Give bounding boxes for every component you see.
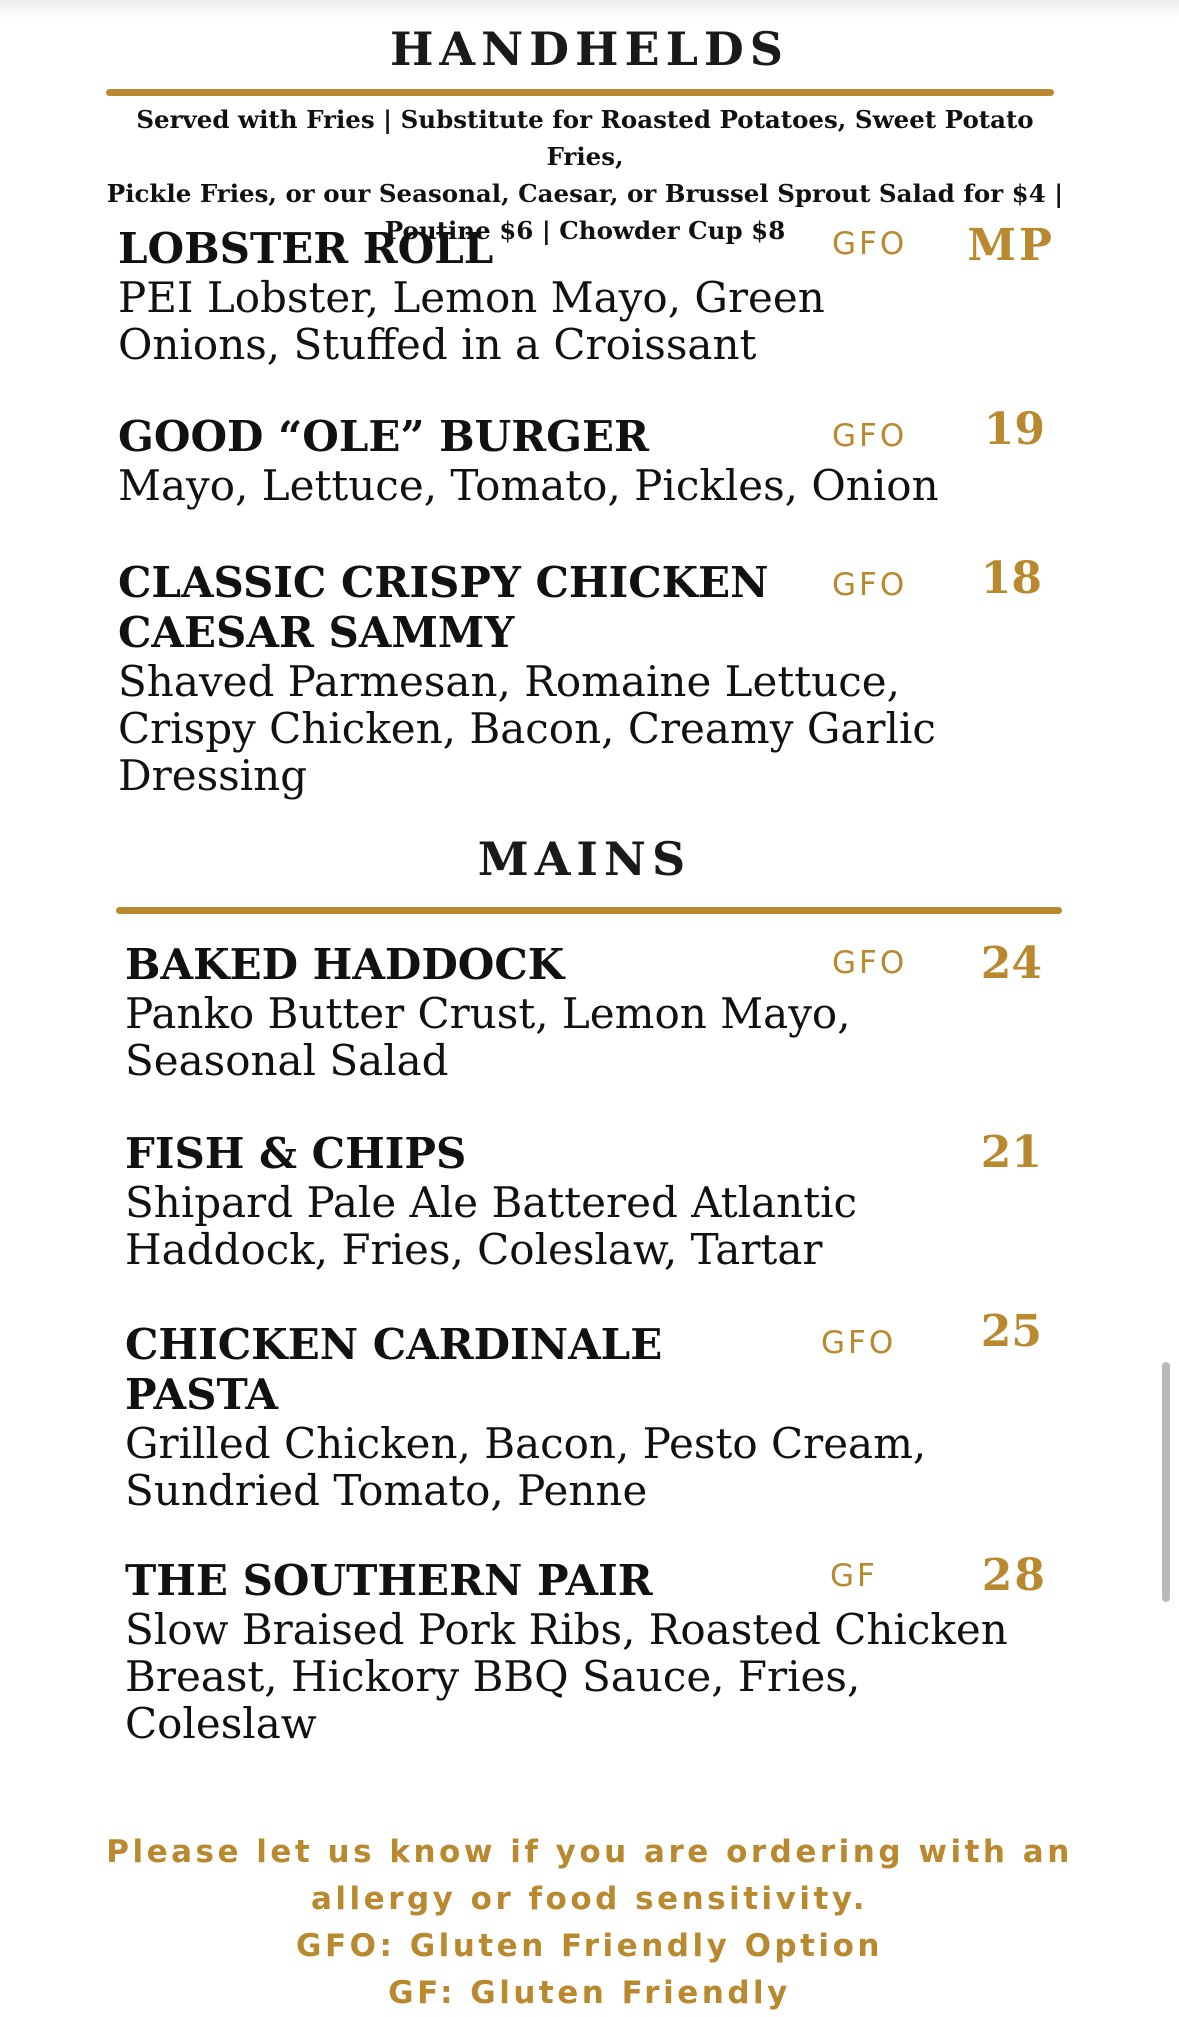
item-description-line: Shaved Parmesan, Romaine Lettuce, [118,657,900,706]
allergy-note [0,1829,1179,2017]
top-shadow [0,0,1179,18]
item-price: 19 [983,404,1045,455]
item-price: 25 [980,1306,1042,1357]
gfo-tag: GFO [821,1325,897,1361]
item-description-line: Sundried Tomato, Penne [125,1466,648,1515]
item-name: GOOD “OLE” BURGER [118,412,649,461]
item-description-line: Panko Butter Crust, Lemon Mayo, [125,989,851,1038]
scrollbar[interactable] [1162,1362,1170,1602]
item-description-line: Mayo, Lettuce, Tomato, Pickles, Onion [118,461,939,510]
gfo-tag: GFO [832,226,908,262]
footer-line: GFO: Gluten Friendly Option [296,1928,883,1964]
item-price: 18 [980,553,1042,604]
gfo-tag: GFO [832,567,908,603]
item-name: THE SOUTHERN PAIR [125,1556,653,1605]
section-title-mains: MAINS [477,832,692,886]
menu-item-lobster-roll [118,224,825,368]
footer-line: GF: Gluten Friendly [388,1975,791,2011]
menu-item-good-ole-burger [118,412,939,509]
item-description-line: Onions, Stuffed in a Croissant [118,320,757,369]
item-price: 21 [980,1127,1042,1178]
item-name: CHICKEN CARDINALE [125,1320,663,1369]
gfo-tag: GFO [832,418,908,454]
item-description-line: Breast, Hickory BBQ Sauce, Fries, [125,1652,861,1701]
gf-tag: GF [830,1558,878,1594]
item-price: 24 [980,938,1042,989]
item-price: MP [967,220,1055,271]
item-price: 28 [981,1550,1047,1601]
item-name: CAESAR SAMMY [118,608,515,657]
item-description-line: Haddock, Fries, Coleslaw, Tartar [125,1225,823,1274]
item-description-line: Seasonal Salad [125,1036,449,1085]
note-line: Pickle Fries, or our Seasonal, Caesar, or Brussel Sprout Salad for $4 | [106,179,1064,208]
item-name: LOBSTER ROLL [118,224,494,273]
item-name: FISH & CHIPS [125,1129,467,1178]
item-name: CLASSIC CRISPY CHICKEN [118,558,769,607]
menu-item-fish-and-chips [125,1129,857,1273]
gfo-tag: GFO [832,945,908,981]
note-line: Poutine $6 | Chowder Cup $8 [384,216,786,245]
item-description-line: Coleslaw [125,1699,317,1748]
item-description-line: Shipard Pale Ale Battered Atlantic [125,1178,858,1227]
item-description-line: Grilled Chicken, Bacon, Pesto Cream, [125,1419,927,1468]
section-title-handhelds: HANDHELDS [389,22,790,76]
note-line: Served with Fries | Substitute for Roasted Potatoes, Sweet Potato Fries, [136,105,1034,171]
menu-item-baked-haddock [125,940,851,1084]
item-description-line: Slow Braised Pork Ribs, Roasted Chicken [125,1605,1008,1654]
item-description-line: Dressing [118,751,308,800]
section-divider [116,907,1062,914]
item-description-line: PEI Lobster, Lemon Mayo, Green [118,273,825,322]
item-description-line: Crispy Chicken, Bacon, Creamy Garlic [118,704,936,753]
footer-line: allergy or food sensitivity. [311,1881,868,1917]
item-name: PASTA [125,1370,278,1419]
section-divider [106,89,1054,96]
item-name: BAKED HADDOCK [125,940,565,989]
menu-item-classic-crispy-chicken-caesar-sammy [118,558,936,799]
footer-line: Please let us know if you are ordering with an [106,1834,1073,1870]
menu-item-chicken-cardinale-pasta [125,1320,926,1514]
